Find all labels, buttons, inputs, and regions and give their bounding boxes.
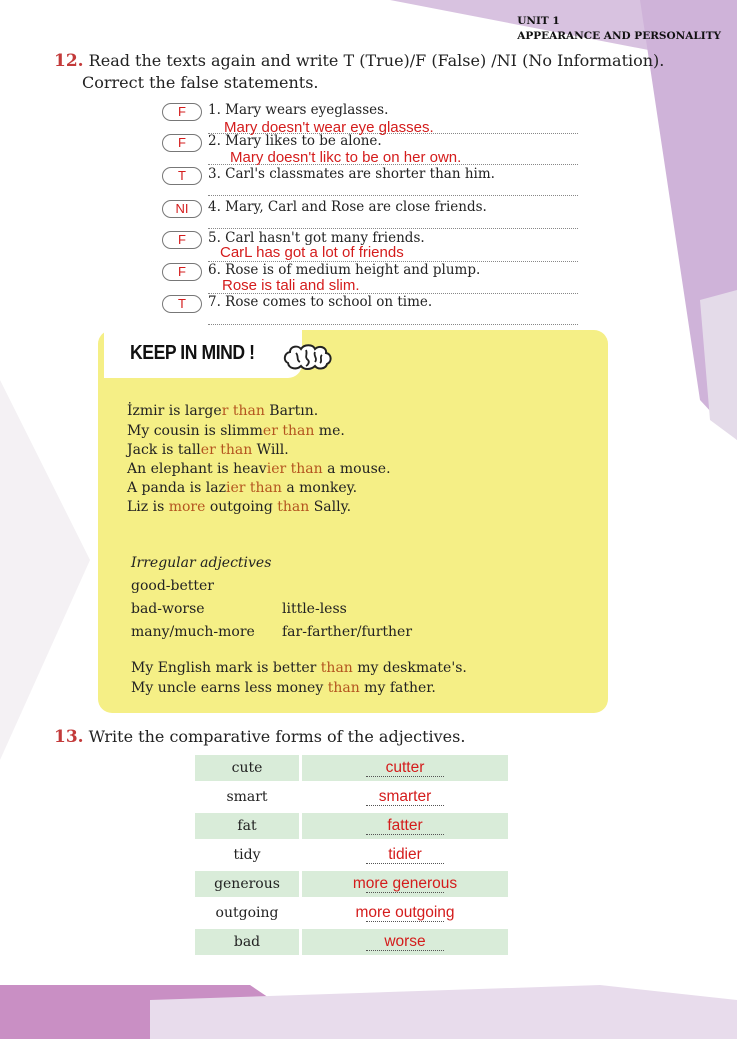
answer-line bbox=[366, 834, 444, 835]
comparative-table bbox=[192, 752, 511, 958]
unit-subtitle: APPEARANCE AND PERSONALITY bbox=[517, 30, 721, 42]
correction-text: Mary doesn't likc to be on her own. bbox=[230, 149, 462, 166]
answer-text: more generous bbox=[352, 875, 458, 892]
answer-cell[interactable] bbox=[302, 784, 508, 810]
answer-line[interactable] bbox=[208, 195, 578, 196]
example-sentence: My cousin is slimmer than me. bbox=[127, 423, 345, 439]
table-row bbox=[195, 900, 508, 926]
statement-text: 5. Carl hasn't got many friends. bbox=[208, 230, 425, 246]
irregular-far: far-farther/further bbox=[282, 624, 413, 640]
exercise-12-number: 12. bbox=[54, 51, 84, 71]
irregular-example: My uncle earns less money than my father. bbox=[131, 680, 436, 696]
adjective-cell: cute bbox=[195, 755, 299, 781]
statement-text: 6. Rose is of medium height and plump. bbox=[208, 262, 481, 278]
correction-text: Rose is tali and slim. bbox=[222, 277, 360, 294]
exercise-13-text: Write the comparative forms of the adjectives. bbox=[88, 727, 466, 746]
example-sentence: Liz is more outgoing than Sally. bbox=[127, 499, 352, 515]
irregular-bad: bad-worse bbox=[131, 601, 205, 617]
adjective-cell: fat bbox=[195, 813, 299, 839]
answer-box[interactable]: F bbox=[162, 134, 202, 152]
answer-line bbox=[366, 805, 444, 806]
correction-text: Mary doesn't wear eye glasses. bbox=[224, 119, 434, 136]
unit-header bbox=[517, 14, 721, 44]
answer-cell[interactable] bbox=[302, 929, 508, 955]
statement-text: 7. Rose comes to school on time. bbox=[208, 294, 433, 310]
statement-text: 4. Mary, Carl and Rose are close friends. bbox=[208, 199, 487, 215]
answer-cell[interactable] bbox=[302, 755, 508, 781]
adjective-cell: outgoing bbox=[215, 905, 279, 921]
table-row bbox=[195, 929, 508, 955]
exercise-12-line1: Read the texts again and write T (True)/F (False) /NI (No Information). bbox=[88, 51, 665, 70]
answer-text: tidier bbox=[388, 846, 422, 863]
answer-cell[interactable] bbox=[302, 900, 508, 926]
answer-box[interactable]: T bbox=[162, 167, 202, 185]
correction-text: CarL has got a lot of friends bbox=[220, 244, 404, 261]
unit-label: UNIT 1 bbox=[517, 15, 560, 27]
irregular-little: little-less bbox=[282, 601, 347, 617]
keep-in-mind-box bbox=[98, 330, 608, 713]
irregular-heading: Irregular adjectives bbox=[131, 555, 272, 571]
brain-icon bbox=[282, 343, 334, 371]
adjective-cell: tidy bbox=[233, 847, 261, 863]
answer-line bbox=[366, 921, 444, 922]
irregular-example: My English mark is better than my deskmate's. bbox=[131, 660, 467, 676]
exercise-12-line2: Correct the false statements. bbox=[82, 73, 319, 92]
answer-line bbox=[366, 776, 444, 777]
example-sentence: Jack is taller than Will. bbox=[127, 442, 289, 458]
answer-line bbox=[366, 863, 444, 864]
answer-text: more outgoing bbox=[355, 904, 455, 921]
answer-box[interactable]: F bbox=[162, 263, 202, 281]
table-row bbox=[195, 755, 508, 781]
answer-box[interactable]: F bbox=[162, 231, 202, 249]
statement-text: 2. Mary likes to be alone. bbox=[208, 133, 382, 149]
table-row bbox=[195, 813, 508, 839]
answer-text: smarter bbox=[378, 788, 432, 805]
answer-cell[interactable] bbox=[302, 842, 508, 868]
statement-text: 1. Mary wears eyeglasses. bbox=[208, 102, 389, 118]
answer-box[interactable]: NI bbox=[162, 200, 202, 218]
table-row bbox=[195, 842, 508, 868]
answer-line bbox=[366, 892, 444, 893]
answer-line bbox=[366, 950, 444, 951]
exercise-12-instruction bbox=[54, 50, 674, 94]
answer-text: worse bbox=[384, 933, 426, 950]
answer-text: fatter bbox=[387, 817, 423, 834]
answer-box[interactable]: F bbox=[162, 103, 202, 121]
answer-line[interactable] bbox=[208, 228, 578, 229]
irregular-good: good-better bbox=[131, 578, 214, 594]
exercise-13-number: 13. bbox=[54, 727, 84, 747]
adjective-cell: bad bbox=[195, 929, 299, 955]
answer-cell[interactable] bbox=[302, 813, 508, 839]
exercise-13-instruction bbox=[54, 727, 465, 747]
example-sentence: A panda is lazier than a monkey. bbox=[127, 480, 358, 496]
example-sentence: An elephant is heavier than a mouse. bbox=[127, 461, 391, 477]
answer-cell[interactable] bbox=[302, 871, 508, 897]
answer-box[interactable]: T bbox=[162, 295, 202, 313]
adjective-cell: generous bbox=[195, 871, 299, 897]
table-row bbox=[195, 871, 508, 897]
adjective-cell: smart bbox=[226, 789, 268, 805]
irregular-many: many/much-more bbox=[131, 624, 255, 640]
keep-in-mind-title: KEEP IN MIND ! bbox=[130, 342, 255, 364]
answer-text: cutter bbox=[385, 759, 425, 776]
statement-text: 3. Carl's classmates are shorter than him. bbox=[208, 166, 495, 182]
example-sentence: İzmir is larger than Bartın. bbox=[127, 403, 319, 419]
table-row bbox=[195, 784, 508, 810]
answer-line[interactable] bbox=[208, 324, 578, 325]
